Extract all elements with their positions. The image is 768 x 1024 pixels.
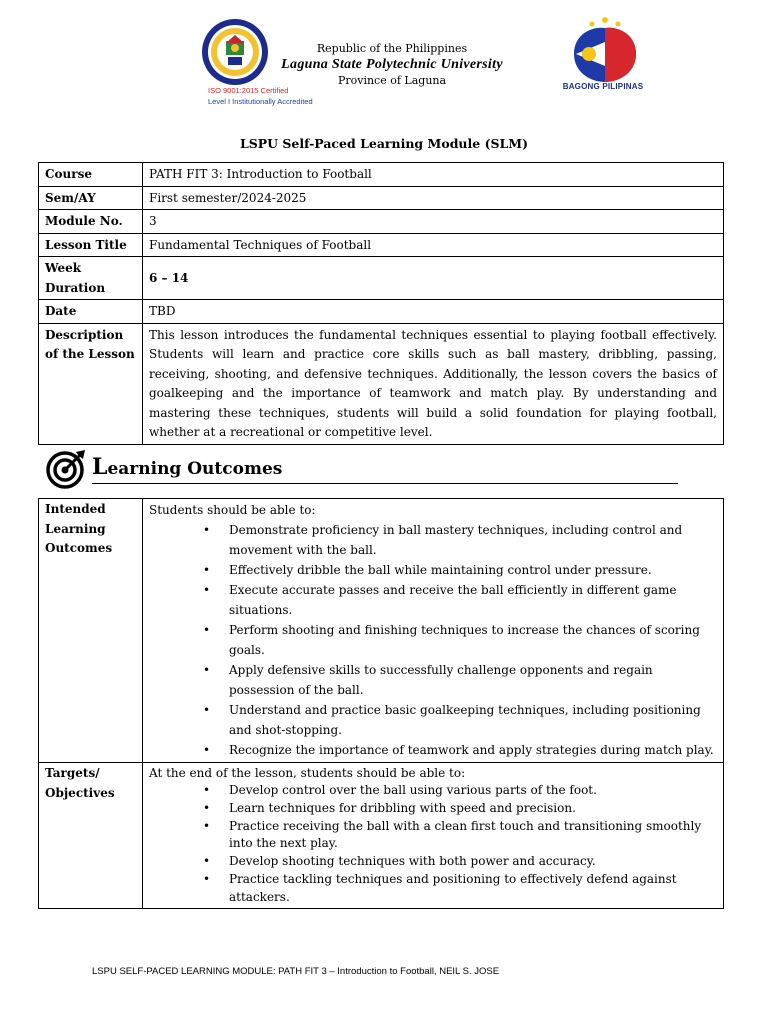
row-value: PATH FIT 3: Introduction to Football — [143, 163, 724, 187]
list-item: • Effectively dribble the ball while maintaining control under pressure. — [229, 560, 717, 580]
row-value: First semester/2024-2025 — [143, 186, 724, 210]
intended-outcomes-cell — [143, 499, 724, 763]
targets-objectives-list — [149, 782, 717, 907]
table-row — [39, 323, 724, 444]
row-label: Lesson Title — [39, 233, 143, 257]
heading-rest: earning Outcomes — [107, 459, 283, 479]
table-row — [39, 499, 724, 763]
university-header — [262, 42, 522, 88]
list-item: • Learn techniques for dribbling with speed and precision. — [229, 800, 717, 818]
heading-underline — [92, 483, 678, 484]
row-label: Date — [39, 300, 143, 324]
targets-objectives-label: Targets/ Objectives — [39, 763, 143, 909]
intended-outcomes-list — [149, 520, 717, 760]
bagong-pilipinas-caption: BAGONG PILIPINAS — [562, 82, 644, 91]
list-item: • Practice receiving the ball with a clean first touch and transitioning smoothly into the next play. — [229, 818, 717, 854]
list-item: • Understand and practice basic goalkeeping techniques, including positioning and shot-stopping. — [229, 700, 717, 740]
intended-outcomes-label: Intended Learning Outcomes — [39, 499, 143, 763]
heading-initial: L — [92, 454, 108, 480]
row-value: 6 – 14 — [143, 257, 724, 300]
lesson-description: This lesson introduces the fundamental techniques essential to playing football effectively. Students will learn and practice core skills such as ball mastery, dribbling, passing, receiving, shooting, and defensive techniques. Additionally, the lesson covers the basics of goalkeeping and the importance of teamwork and match play. By understanding and mastering these techniques, students will build a solid foundation for playing football, whether at a recreational or competitive level. — [143, 323, 724, 444]
province-text: Province of Laguna — [337, 74, 447, 87]
targets-objectives-cell — [143, 763, 724, 909]
list-item: • Develop control over the ball using various parts of the foot. — [229, 782, 717, 800]
table-row — [39, 163, 724, 187]
learning-outcomes-heading — [92, 454, 282, 480]
list-item: • Perform shooting and finishing techniques to increase the chances of scoring goals. — [229, 620, 717, 660]
university-name: Laguna State Polytechnic University — [281, 57, 503, 72]
table-row — [39, 210, 724, 234]
row-label: Sem/AY — [39, 186, 143, 210]
row-label: Description of the Lesson — [39, 323, 143, 444]
republic-text: Republic of the Philippines — [316, 42, 468, 55]
list-item: • Demonstrate proficiency in ball mastery techniques, including control and movement with the ball. — [229, 520, 717, 560]
module-title: LSPU Self-Paced Learning Module (SLM) — [239, 136, 529, 151]
table-row — [39, 233, 724, 257]
module-info-table — [38, 162, 724, 445]
row-value: Fundamental Techniques of Football — [143, 233, 724, 257]
page-footer: LSPU SELF-PACED LEARNING MODULE: PATH FIT 3 – Introduction to Football, NEIL S. JOSE — [92, 966, 500, 977]
targets-intro: At the end of the lesson, students should be able to: — [149, 766, 466, 780]
list-item: • Execute accurate passes and receive the ball efficiently in different game situations. — [229, 580, 717, 620]
row-label: Module No. — [39, 210, 143, 234]
lspu-seal-icon — [200, 17, 270, 87]
list-item: • Develop shooting techniques with both power and accuracy. — [229, 853, 717, 871]
row-label: Course — [39, 163, 143, 187]
row-label: Week Duration — [39, 257, 143, 300]
list-item: • Practice tackling techniques and positioning to effectively defend against attackers. — [229, 871, 717, 907]
target-icon — [45, 448, 87, 490]
accreditation-level: Level I Institutionally Accredited — [208, 97, 313, 106]
list-item: • Recognize the importance of teamwork and apply strategies during match play. — [229, 740, 717, 760]
intended-intro: Students should be able to: — [149, 503, 316, 517]
table-row — [39, 257, 724, 300]
row-value: 3 — [143, 210, 724, 234]
table-row — [39, 763, 724, 909]
table-row — [39, 300, 724, 324]
table-row — [39, 186, 724, 210]
list-item: • Apply defensive skills to successfully challenge opponents and regain possession of the ball. — [229, 660, 717, 700]
accreditation-block — [208, 85, 313, 107]
row-value: TBD — [143, 300, 724, 324]
learning-outcomes-table — [38, 498, 724, 909]
iso-certification: ISO 9001:2015 Certified — [208, 86, 289, 95]
